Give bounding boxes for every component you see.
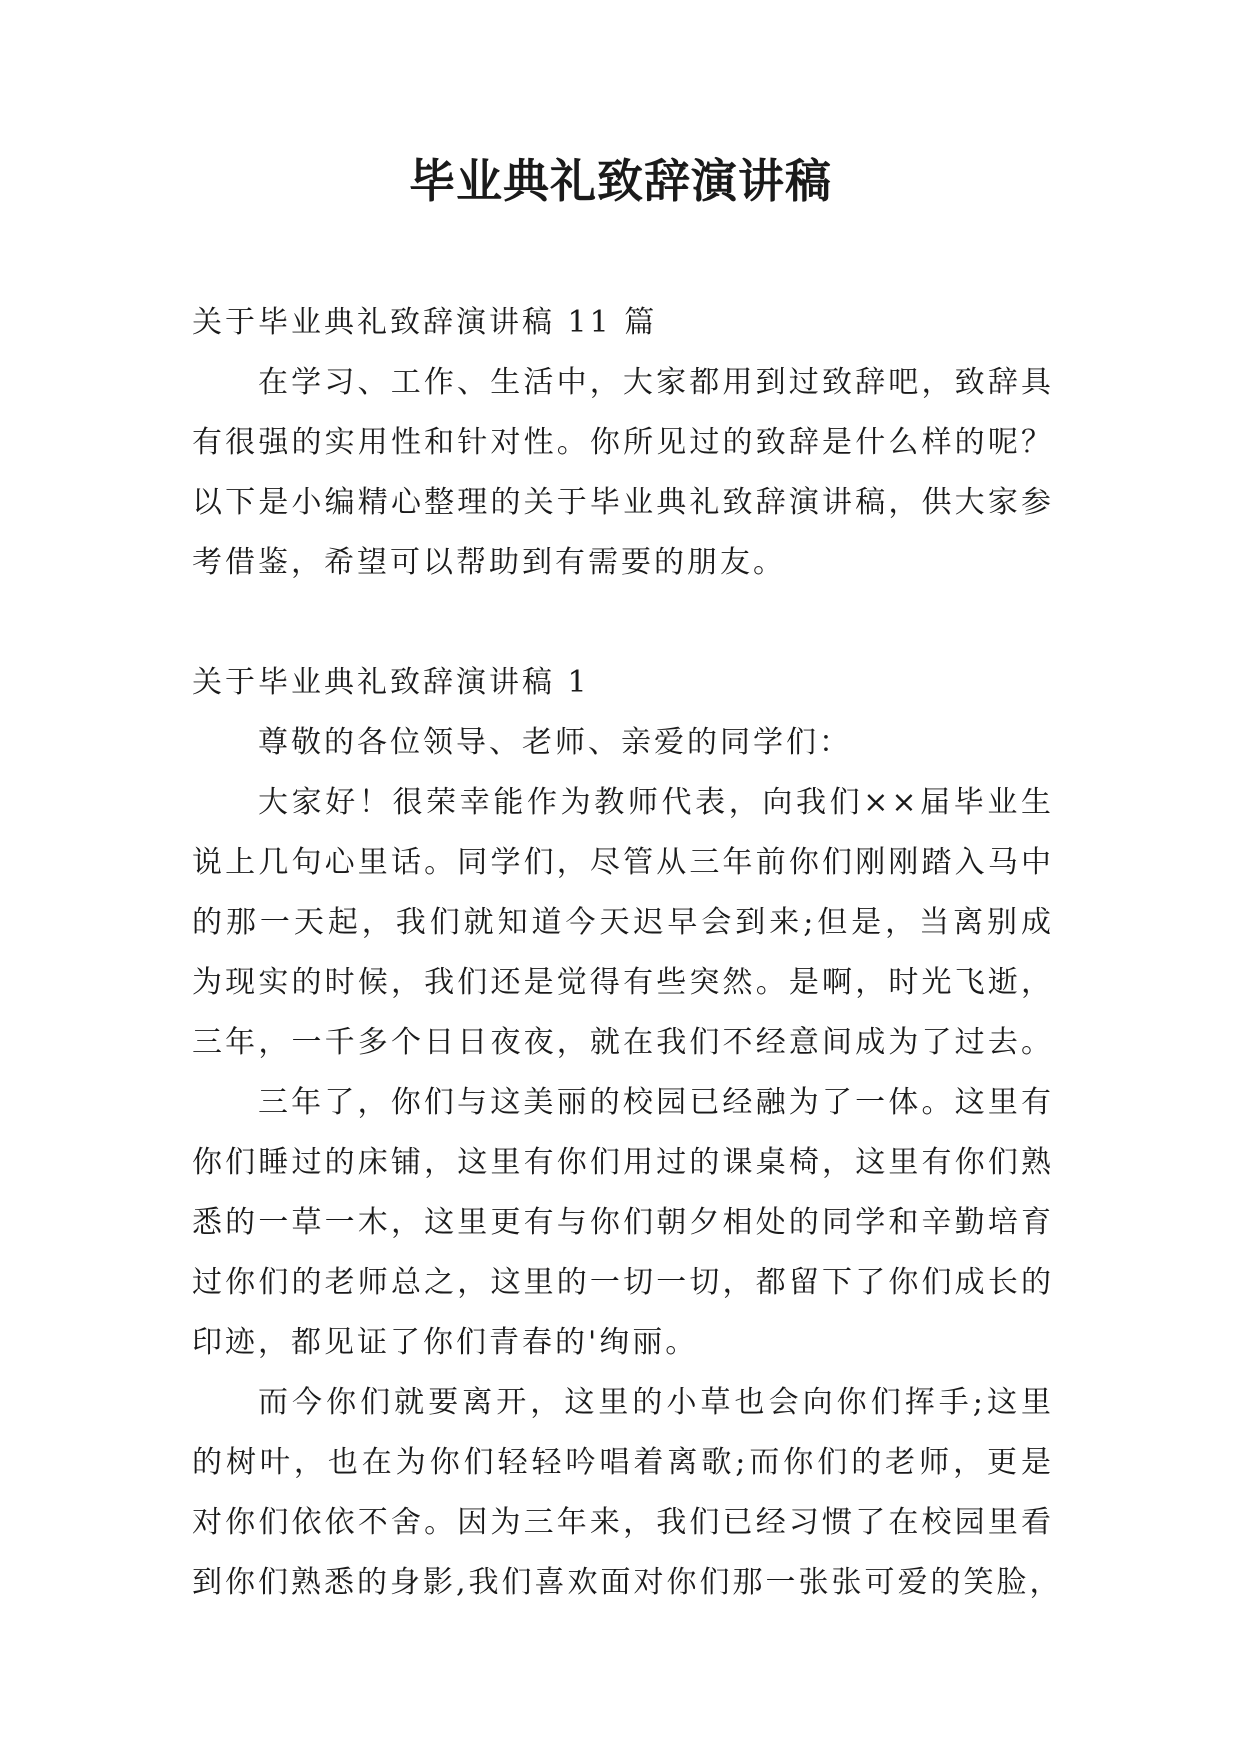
document-body: [192, 293, 1063, 1613]
text-line: 而今你们就要离开，这里的小草也会向你们挥手;这里: [258, 1385, 1054, 1420]
text-line: 的那一天起，我们就知道今天迟早会到来;但是，当离别成: [192, 905, 1054, 940]
text-line: 三年了，你们与这美丽的校园已经融为了一体。这里有: [258, 1085, 1054, 1120]
text-line: 三年，一千多个日日夜夜，就在我们不经意间成为了过去。: [192, 1025, 1054, 1060]
document-title: 毕业典礼致辞演讲稿: [409, 154, 832, 208]
text-line: 关于毕业典礼致辞演讲稿 11 篇: [192, 305, 658, 340]
text-line: 到你们熟悉的身影,我们喜欢面对你们那一张张可爱的笑脸，: [192, 1565, 1063, 1600]
text-line: 对你们依依不舍。因为三年来，我们已经习惯了在校园里看: [192, 1505, 1054, 1540]
text-line: 大家好！很荣幸能作为教师代表，向我们××届毕业生: [258, 785, 1054, 820]
text-line: 为现实的时候，我们还是觉得有些突然。是啊，时光飞逝，: [192, 965, 1054, 1000]
text-line: 过你们的老师总之，这里的一切一切，都留下了你们成长的: [192, 1265, 1054, 1300]
text-line: 悉的一草一木，这里更有与你们朝夕相处的同学和辛勤培育: [192, 1205, 1054, 1240]
text-line: 关于毕业典礼致辞演讲稿 1: [192, 665, 590, 700]
text-line: 印迹，都见证了你们青春的'绚丽。: [192, 1325, 699, 1360]
text-line: 有很强的实用性和针对性。你所见过的致辞是什么样的呢？: [192, 425, 1054, 460]
text-line: 考借鉴，希望可以帮助到有需要的朋友。: [192, 545, 786, 580]
text-line: 说上几句心里话。同学们，尽管从三年前你们刚刚踏入马中: [192, 845, 1054, 880]
text-line: 以下是小编精心整理的关于毕业典礼致辞演讲稿，供大家参: [192, 485, 1054, 520]
text-line: 你们睡过的床铺，这里有你们用过的课桌椅，这里有你们熟: [192, 1145, 1054, 1180]
text-line: 尊敬的各位领导、老师、亲爱的同学们：: [258, 725, 852, 760]
text-line: 在学习、工作、生活中，大家都用到过致辞吧，致辞具: [258, 365, 1054, 400]
paragraph-gap: [192, 593, 1054, 653]
text-line: 的树叶，也在为你们轻轻吟唱着离歌;而你们的老师，更是: [192, 1445, 1054, 1480]
